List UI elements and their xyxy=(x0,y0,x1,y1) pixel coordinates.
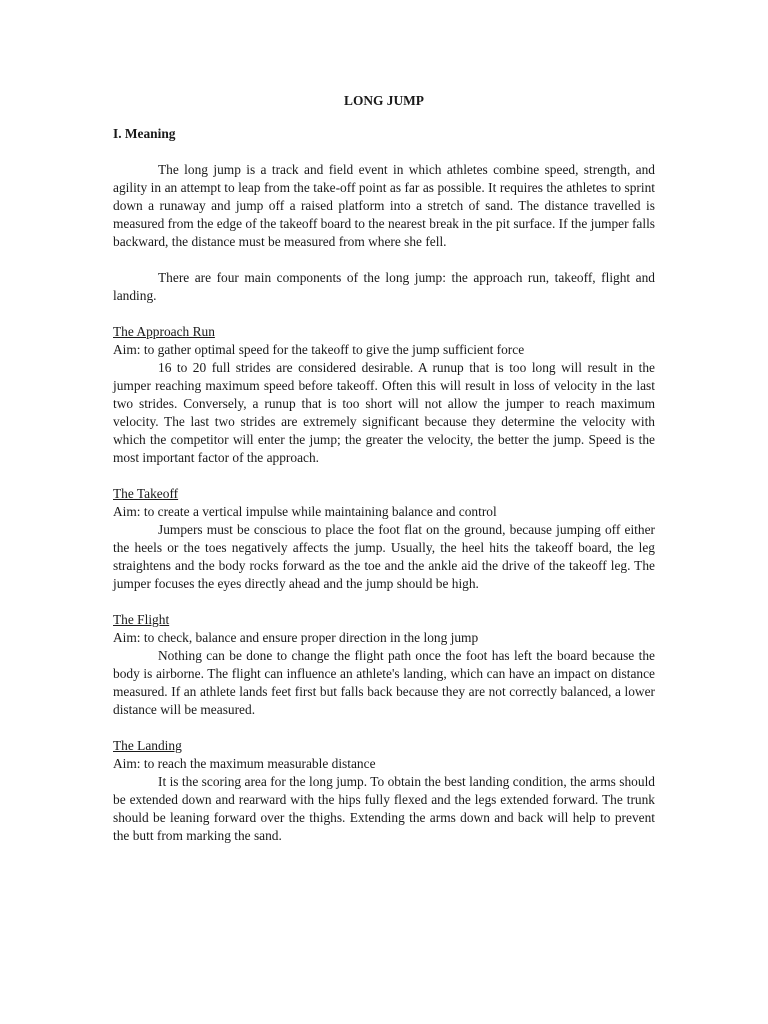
component-body: Jumpers must be conscious to place the foot flat on the ground, because jumping off either the heels or the toes negatively affects the jump. Usually, the heel hits the takeoff board, the leg straightens and the body rocks forward as the toe and the ankle aid the drive of the takeoff leg. The jumper focuses the eyes directly ahead and the jump should be high. xyxy=(113,522,655,591)
component-takeoff xyxy=(113,485,655,593)
section-heading: I. Meaning xyxy=(113,126,176,141)
component-aim: Aim: to reach the maximum measurable distance xyxy=(113,756,376,771)
component-landing xyxy=(113,737,655,845)
document-page xyxy=(113,92,655,845)
paragraph-spacer xyxy=(113,593,655,611)
component-aim: Aim: to check, balance and ensure proper direction in the long jump xyxy=(113,630,479,645)
paragraph-spacer xyxy=(113,305,655,323)
paragraph-spacer xyxy=(113,251,655,269)
component-heading: The Approach Run xyxy=(113,324,215,339)
component-body: It is the scoring area for the long jump. To obtain the best landing condition, the arms should be extended down and rearward with the hips fully flexed and the legs extended forward. The trunk should be leaning forward over the thighs. Extending the arms down and back will help to prevent the butt from marking the sand. xyxy=(113,774,655,843)
component-heading: The Landing xyxy=(113,738,182,753)
component-body: Nothing can be done to change the flight path once the foot has left the board because the body is airborne. The flight can influence an athlete's landing, which can have an impact on distance measured. If an athlete lands feet first but falls back because they are not correctly balanced, a lower distance will be measured. xyxy=(113,648,655,717)
component-heading: The Takeoff xyxy=(113,486,179,501)
component-body: 16 to 20 full strides are considered desirable. A runup that is too long will result in the jumper reaching maximum speed before takeoff. Often this will result in loss of velocity in the last two strides. Conversely, a runup that is too short will not allow the jumper to reach maximum velocity. The last two strides are extremely significant because they determine the velocity with which the competitor will enter the jump; the greater the velocity, the better the jump. Speed is the most important factor of the approach. xyxy=(113,360,655,465)
component-aim: Aim: to gather optimal speed for the takeoff to give the jump sufficient force xyxy=(113,342,525,357)
paragraph-spacer xyxy=(113,467,655,485)
component-heading: The Flight xyxy=(113,612,170,627)
intro-paragraph: The long jump is a track and field event in which athletes combine speed, strength, and agility in an attempt to leap from the take-off point as far as possible. It requires the athletes to sprint down a runaway and jump off a raised platform into a stretch of sand. The distance travelled is measured from the edge of the takeoff board to the nearest break in the pit surface. If the jumper falls backward, the distance must be measured from where she fell. xyxy=(113,162,655,249)
component-approach-run xyxy=(113,323,655,467)
components-overview-paragraph: There are four main components of the long jump: the approach run, takeoff, flight and landing. xyxy=(113,270,655,303)
component-flight xyxy=(113,611,655,719)
component-aim: Aim: to create a vertical impulse while maintaining balance and control xyxy=(113,504,497,519)
paragraph-spacer xyxy=(113,719,655,737)
document-title: LONG JUMP xyxy=(344,93,424,108)
